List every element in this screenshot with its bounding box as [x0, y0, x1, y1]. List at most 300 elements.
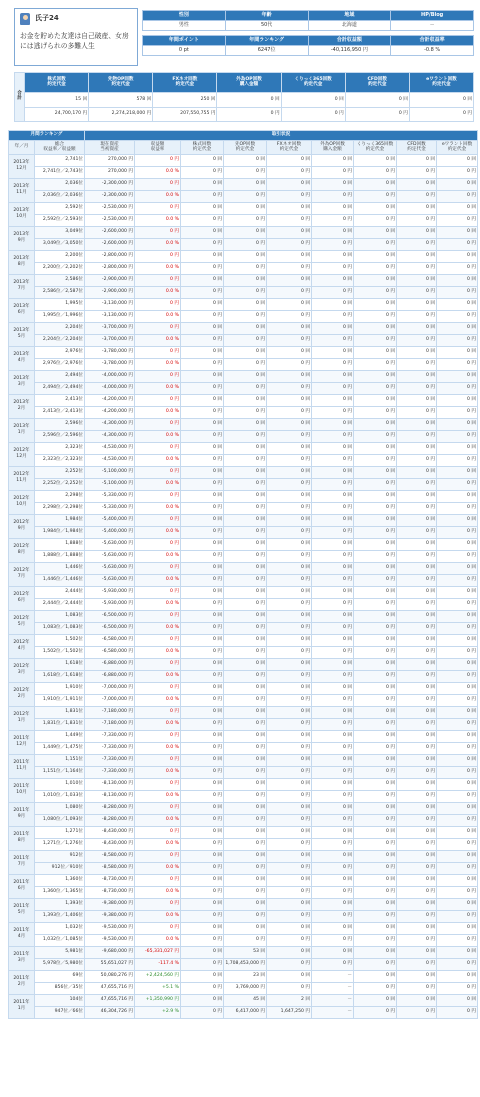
- row-fx-amount: 0 円: [267, 815, 312, 827]
- row-stock-amount: 0 円: [181, 623, 224, 635]
- row-fx-amount: 0 円: [267, 839, 312, 851]
- row-fut-count: 0 回: [224, 179, 267, 191]
- row-rank-main[interactable]: 2,592位: [35, 203, 85, 215]
- row-stock-count: 0 回: [181, 947, 224, 959]
- info-header-row-2: [143, 36, 474, 46]
- row-click-amount: 0 円: [354, 911, 397, 923]
- row-ew-count: 0 回: [437, 275, 478, 287]
- col-futures: 先OP回数 約定代金: [224, 141, 267, 155]
- row-rate: 0.0 %: [135, 383, 181, 395]
- summary-amount-cfd: 0 円: [345, 107, 409, 121]
- row-cfd-count: 0 回: [397, 803, 437, 815]
- row-rank-main[interactable]: 1,360位: [35, 875, 85, 887]
- row-profit: -65,331,027 円: [135, 947, 181, 959]
- row-rank-main[interactable]: 1,271位: [35, 827, 85, 839]
- row-rank-main[interactable]: 1,151位: [35, 755, 85, 767]
- row-fx-count: 0 回: [267, 827, 312, 839]
- row-click-amount: 0 円: [354, 215, 397, 227]
- row-period: [9, 635, 35, 659]
- row-period: [9, 419, 35, 443]
- row-current-assets: -8,580,000 円: [85, 851, 135, 863]
- row-rank-main[interactable]: 1,032位: [35, 923, 85, 935]
- row-rank-main[interactable]: 2,586位: [35, 275, 85, 287]
- row-cfd-amount: 0 円: [397, 503, 437, 515]
- row-initial-assets: 55,651,027 円: [85, 959, 135, 971]
- row-initial-assets: -7,330,000 円: [85, 743, 135, 755]
- row-click-count: 0 回: [354, 851, 397, 863]
- row-month: 3月: [17, 670, 26, 675]
- row-ew-amount: 0 円: [437, 959, 478, 971]
- row-rank-main[interactable]: 2,444位: [35, 587, 85, 599]
- row-rank-main[interactable]: 1,831位: [35, 707, 85, 719]
- row-fxop-amount: 0 円: [312, 911, 354, 923]
- table-row: [9, 539, 478, 551]
- row-cfd-amount: 0 円: [397, 359, 437, 371]
- row-rate: 0.0 %: [135, 527, 181, 539]
- row-current-assets: -3,780,000 円: [85, 347, 135, 359]
- row-click-count: 0 回: [354, 539, 397, 551]
- col-assets: 現在資産 当初資産: [85, 141, 135, 155]
- table-row-sub: [9, 815, 478, 827]
- row-month: 12月: [16, 166, 27, 171]
- row-ew-count: 0 回: [437, 491, 478, 503]
- row-click-amount: 0 円: [354, 959, 397, 971]
- row-cfd-amount: 0 円: [397, 191, 437, 203]
- row-initial-assets: 47,655,716 円: [85, 983, 135, 995]
- row-initial-assets: -7,180,000 円: [85, 719, 135, 731]
- row-fx-amount: 0 円: [267, 671, 312, 683]
- row-fx-count: 0 回: [267, 899, 312, 911]
- table-row-sub: [9, 479, 478, 491]
- row-fxop-amount: 0 円: [312, 959, 354, 971]
- row-current-assets: -7,330,000 円: [85, 731, 135, 743]
- row-profit: 0 円: [135, 275, 181, 287]
- row-rank-main[interactable]: 1,449位: [35, 731, 85, 743]
- row-cfd-count: 0 回: [397, 779, 437, 791]
- row-month: 7月: [17, 862, 26, 867]
- row-fx-count: 0 回: [267, 539, 312, 551]
- row-month: 12月: [16, 454, 27, 459]
- row-current-assets: -5,400,000 円: [85, 515, 135, 527]
- table-row: [9, 323, 478, 335]
- row-current-assets: -9,380,000 円: [85, 899, 135, 911]
- row-ew-amount: 0 円: [437, 575, 478, 587]
- row-rate: 0.0 %: [135, 815, 181, 827]
- row-click-count: 0 回: [354, 779, 397, 791]
- row-stock-count: 0 回: [181, 683, 224, 695]
- row-fut-count: 0 回: [224, 659, 267, 671]
- row-rate: 0.0 %: [135, 767, 181, 779]
- row-click-count: 0 回: [354, 803, 397, 815]
- row-current-assets: -5,930,000 円: [85, 587, 135, 599]
- row-cfd-count: 0 回: [397, 323, 437, 335]
- summary-amount-row: [15, 107, 474, 121]
- row-fut-count: 0 回: [224, 443, 267, 455]
- row-fxop-amount: 0 円: [312, 407, 354, 419]
- row-rank-main[interactable]: 1,393位: [35, 899, 85, 911]
- row-rank-main[interactable]: 2,036位: [35, 179, 85, 191]
- row-rank-main[interactable]: 1,080位: [35, 803, 85, 815]
- table-row: [9, 203, 478, 215]
- row-rank-sub: 2,036位／2,036位: [35, 191, 85, 203]
- row-rate: 0.0 %: [135, 695, 181, 707]
- row-rank-sub: 1,151位／1,164位: [35, 767, 85, 779]
- summary-count-cfd: 0 回: [345, 93, 409, 107]
- row-stock-amount: 0 円: [181, 455, 224, 467]
- table-row-sub: [9, 983, 478, 995]
- row-rank-main[interactable]: 1,910位: [35, 683, 85, 695]
- row-fx-amount: 0 円: [267, 887, 312, 899]
- row-rank-main[interactable]: 1,083位: [35, 611, 85, 623]
- row-ew-count: 0 回: [437, 803, 478, 815]
- row-rank-main[interactable]: 2,200位: [35, 251, 85, 263]
- row-fxop-count: 0 回: [312, 419, 354, 431]
- row-rank-main[interactable]: 1,618位: [35, 659, 85, 671]
- value-age: 50代: [225, 21, 308, 31]
- summary-count-stock: 15 回: [25, 93, 89, 107]
- row-rank-main[interactable]: 2,252位: [35, 467, 85, 479]
- row-fx-amount: 0 円: [267, 383, 312, 395]
- row-stock-amount: 0 円: [181, 911, 224, 923]
- row-fx-count: 0 回: [267, 491, 312, 503]
- row-cfd-amount: 0 円: [397, 1007, 437, 1019]
- row-fx-count: 0 回: [267, 875, 312, 887]
- row-click-count: 0 回: [354, 467, 397, 479]
- row-fx-count: 0 回: [267, 635, 312, 647]
- row-fxop-count: 0 回: [312, 779, 354, 791]
- table-row: [9, 251, 478, 263]
- row-fx-count: 0 回: [267, 155, 312, 167]
- row-initial-assets: -2,900,000 円: [85, 287, 135, 299]
- row-rate: 0.0 %: [135, 911, 181, 923]
- row-profit: 0 円: [135, 395, 181, 407]
- row-rank-main[interactable]: 2,323位: [35, 443, 85, 455]
- row-current-assets: -9,680,000 円: [85, 947, 135, 959]
- row-fxop-count: 0 回: [312, 947, 354, 959]
- row-ew-amount: 0 円: [437, 263, 478, 275]
- row-rank-sub: 2,413位／2,413位: [35, 407, 85, 419]
- row-stock-amount: 0 円: [181, 359, 224, 371]
- row-rank-sub: 2,586位／2,587位: [35, 287, 85, 299]
- row-rate: 0.0 %: [135, 215, 181, 227]
- table-row-sub: [9, 239, 478, 251]
- row-cfd-count: 0 回: [397, 851, 437, 863]
- row-fxop-count: 0 回: [312, 203, 354, 215]
- row-rank-main[interactable]: 1,010位: [35, 779, 85, 791]
- row-period: [9, 491, 35, 515]
- user-bio: お金を貯めた友達は自己破産、女房には逃げられの多難人生: [20, 32, 129, 50]
- row-fut-count: 0 回: [224, 611, 267, 623]
- row-fx-amount: 0 円: [267, 743, 312, 755]
- row-rank-main[interactable]: 2,494位: [35, 371, 85, 383]
- row-rank-main[interactable]: 2,596位: [35, 419, 85, 431]
- row-month: 4月: [17, 934, 26, 939]
- row-fut-amount: 0 円: [224, 311, 267, 323]
- row-period: [9, 539, 35, 563]
- row-fxop-count: －: [312, 995, 354, 1007]
- row-fxop-amount: 0 円: [312, 647, 354, 659]
- row-rank-main[interactable]: 104位: [35, 995, 85, 1007]
- col-profit: 収益額 収益率: [135, 141, 181, 155]
- row-ew-amount: 0 円: [437, 791, 478, 803]
- row-stock-amount: 0 円: [181, 767, 224, 779]
- summary-header-row: [15, 73, 474, 93]
- row-fut-count: 53 回: [224, 947, 267, 959]
- row-fx-amount: 0 円: [267, 551, 312, 563]
- table-column-header: [9, 141, 478, 155]
- table-row: [9, 779, 478, 791]
- row-fx-count: 0 回: [267, 419, 312, 431]
- row-fxop-amount: 0 円: [312, 887, 354, 899]
- row-period: [9, 443, 35, 467]
- row-click-amount: 0 円: [354, 359, 397, 371]
- col-fx: FXネオ回数 約定代金: [267, 141, 312, 155]
- row-fut-count: 0 回: [224, 875, 267, 887]
- row-rank-sub: 1,910位／1,911位: [35, 695, 85, 707]
- row-initial-assets: -5,100,000 円: [85, 479, 135, 491]
- row-rate: 0.0 %: [135, 287, 181, 299]
- row-stock-amount: 0 円: [181, 983, 224, 995]
- row-rank-main[interactable]: 1,984位: [35, 515, 85, 527]
- summary-amount-stock: 24,700,170 円: [25, 107, 89, 121]
- row-ew-count: 0 回: [437, 851, 478, 863]
- row-initial-assets: -7,000,000 円: [85, 695, 135, 707]
- header-age: 年齢: [225, 11, 308, 21]
- row-year: 2013年: [13, 232, 30, 238]
- row-click-count: 0 回: [354, 443, 397, 455]
- row-initial-assets: -6,580,000 円: [85, 647, 135, 659]
- row-stock-count: 0 回: [181, 443, 224, 455]
- table-row: [9, 515, 478, 527]
- row-period: [9, 203, 35, 227]
- user-name[interactable]: 氏子24: [35, 14, 59, 22]
- row-fx-amount: 0 円: [267, 863, 312, 875]
- row-stock-count: 0 回: [181, 227, 224, 239]
- table-row: [9, 299, 478, 311]
- row-fx-count: 0 回: [267, 755, 312, 767]
- row-stock-amount: 0 円: [181, 575, 224, 587]
- row-stock-count: 0 回: [181, 779, 224, 791]
- row-fut-amount: 0 円: [224, 287, 267, 299]
- row-stock-amount: 0 円: [181, 407, 224, 419]
- row-ew-amount: 0 円: [437, 167, 478, 179]
- row-stock-count: 0 回: [181, 179, 224, 191]
- row-period: [9, 731, 35, 755]
- row-rank-main[interactable]: 5,981位: [35, 947, 85, 959]
- row-rank-main[interactable]: 2,204位: [35, 323, 85, 335]
- row-profit: 0 円: [135, 851, 181, 863]
- row-stock-count: 0 回: [181, 875, 224, 887]
- row-rate: 0.0 %: [135, 887, 181, 899]
- row-rank-main[interactable]: 2,976位: [35, 347, 85, 359]
- row-click-amount: 0 円: [354, 695, 397, 707]
- row-year: 2011年: [13, 880, 30, 886]
- row-fxop-amount: 0 円: [312, 263, 354, 275]
- row-fx-count: 0 回: [267, 395, 312, 407]
- row-fut-amount: 0 円: [224, 551, 267, 563]
- row-ew-count: 0 回: [437, 515, 478, 527]
- row-fx-amount: 0 円: [267, 911, 312, 923]
- row-click-amount: 0 円: [354, 671, 397, 683]
- row-year: 2012年: [13, 544, 30, 550]
- row-stock-amount: 0 円: [181, 311, 224, 323]
- row-rate: 0.0 %: [135, 935, 181, 947]
- row-click-amount: 0 円: [354, 527, 397, 539]
- table-row-sub: [9, 287, 478, 299]
- row-stock-count: 0 回: [181, 563, 224, 575]
- row-click-count: 0 回: [354, 827, 397, 839]
- row-rank-main[interactable]: 2,741位: [35, 155, 85, 167]
- row-fx-count: 2 回: [267, 995, 312, 1007]
- row-fx-amount: 0 円: [267, 767, 312, 779]
- row-period: [9, 395, 35, 419]
- row-fx-count: 0 回: [267, 443, 312, 455]
- row-cfd-amount: 0 円: [397, 743, 437, 755]
- row-click-count: 0 回: [354, 971, 397, 983]
- row-ew-count: 0 回: [437, 611, 478, 623]
- table-group-header: [9, 131, 478, 141]
- table-row-sub: [9, 599, 478, 611]
- row-ew-amount: 0 円: [437, 743, 478, 755]
- row-period: [9, 467, 35, 491]
- row-rank-main[interactable]: 1,502位: [35, 635, 85, 647]
- summary-amount-fxop: 0 円: [217, 107, 281, 121]
- table-row: [9, 971, 478, 983]
- header-gender: 性別: [143, 11, 226, 21]
- row-fxop-count: 0 回: [312, 371, 354, 383]
- row-fx-count: 0 回: [267, 659, 312, 671]
- row-initial-assets: -2,800,000 円: [85, 263, 135, 275]
- row-rank-sub: 912位／910位: [35, 863, 85, 875]
- row-cfd-count: 0 回: [397, 563, 437, 575]
- row-fx-count: 0 回: [267, 467, 312, 479]
- row-fut-count: 0 回: [224, 419, 267, 431]
- row-rate: 0.0 %: [135, 311, 181, 323]
- row-year: 2013年: [13, 400, 30, 406]
- row-fxop-count: 0 回: [312, 539, 354, 551]
- row-click-count: 0 回: [354, 899, 397, 911]
- row-current-assets: -2,600,000 円: [85, 227, 135, 239]
- row-cfd-amount: 0 円: [397, 647, 437, 659]
- row-fxop-amount: 0 円: [312, 791, 354, 803]
- row-fut-amount: 0 円: [224, 815, 267, 827]
- row-ew-amount: 0 円: [437, 887, 478, 899]
- row-fxop-amount: 0 円: [312, 479, 354, 491]
- row-ew-amount: 0 円: [437, 479, 478, 491]
- row-click-count: 0 回: [354, 395, 397, 407]
- row-ew-amount: 0 円: [437, 719, 478, 731]
- row-current-assets: -5,630,000 円: [85, 563, 135, 575]
- row-initial-assets: -8,430,000 円: [85, 839, 135, 851]
- row-stock-amount: 0 円: [181, 431, 224, 443]
- table-row-sub: [9, 215, 478, 227]
- row-cfd-count: 0 回: [397, 971, 437, 983]
- row-ew-count: 0 回: [437, 587, 478, 599]
- row-ew-amount: 0 円: [437, 287, 478, 299]
- row-cfd-amount: 0 円: [397, 551, 437, 563]
- row-cfd-amount: 0 円: [397, 863, 437, 875]
- row-click-count: 0 回: [354, 515, 397, 527]
- row-rate: +5.1 %: [135, 983, 181, 995]
- row-fut-count: 0 回: [224, 731, 267, 743]
- row-rank-main[interactable]: 69位: [35, 971, 85, 983]
- row-stock-count: 0 回: [181, 347, 224, 359]
- row-ew-amount: 0 円: [437, 455, 478, 467]
- summary-amount-futures: 2,274,218,000 円: [89, 107, 153, 121]
- row-rate: 0.0 %: [135, 743, 181, 755]
- row-fut-amount: 0 円: [224, 527, 267, 539]
- value-gender: 男性: [143, 21, 226, 31]
- row-cfd-amount: 0 円: [397, 287, 437, 299]
- row-fut-amount: 0 円: [224, 935, 267, 947]
- row-period: [9, 299, 35, 323]
- row-rate: 0.0 %: [135, 623, 181, 635]
- row-year: 2011年: [13, 832, 30, 838]
- row-period: [9, 707, 35, 731]
- summary-amount-click365: 0 円: [281, 107, 345, 121]
- row-ew-count: 0 回: [437, 755, 478, 767]
- row-stock-amount: 0 円: [181, 815, 224, 827]
- row-rank-main[interactable]: 3,049位: [35, 227, 85, 239]
- row-current-assets: 47,655,716 円: [85, 995, 135, 1007]
- row-current-assets: -4,300,000 円: [85, 419, 135, 431]
- row-click-count: 0 回: [354, 707, 397, 719]
- row-click-count: 0 回: [354, 371, 397, 383]
- row-fut-amount: 0 円: [224, 479, 267, 491]
- row-rank-main[interactable]: 1,446位: [35, 563, 85, 575]
- row-stock-count: 0 回: [181, 659, 224, 671]
- row-fxop-amount: 0 円: [312, 311, 354, 323]
- row-rank-main[interactable]: 1,995位: [35, 299, 85, 311]
- row-rank-main[interactable]: 1,888位: [35, 539, 85, 551]
- row-fut-count: 0 回: [224, 203, 267, 215]
- row-fut-amount: 0 円: [224, 863, 267, 875]
- row-cfd-amount: 0 円: [397, 719, 437, 731]
- row-year: 2011年: [13, 856, 30, 862]
- row-fxop-amount: 0 円: [312, 575, 354, 587]
- row-initial-assets: -2,300,000 円: [85, 191, 135, 203]
- row-stock-amount: 0 円: [181, 695, 224, 707]
- row-period: [9, 779, 35, 803]
- row-period: [9, 275, 35, 299]
- row-stock-count: 0 回: [181, 611, 224, 623]
- row-fxop-count: 0 回: [312, 611, 354, 623]
- row-rank-main[interactable]: 2,298位: [35, 491, 85, 503]
- row-current-assets: -9,530,000 円: [85, 923, 135, 935]
- row-click-amount: 0 円: [354, 647, 397, 659]
- row-month: 5月: [17, 334, 26, 339]
- row-ew-amount: 0 円: [437, 215, 478, 227]
- row-rank-sub: 2,976位／2,976位: [35, 359, 85, 371]
- row-fx-amount: 0 円: [267, 479, 312, 491]
- row-period: [9, 179, 35, 203]
- row-click-amount: 0 円: [354, 551, 397, 563]
- row-click-count: 0 回: [354, 203, 397, 215]
- summary-amount-fx: 207,550,755 円: [153, 107, 217, 121]
- row-click-count: 0 回: [354, 659, 397, 671]
- row-fut-amount: 0 円: [224, 503, 267, 515]
- row-ew-count: 0 回: [437, 707, 478, 719]
- row-click-amount: 0 円: [354, 935, 397, 947]
- col-ewarrant: eワラント回数 約定代金: [437, 141, 478, 155]
- row-stock-count: 0 回: [181, 395, 224, 407]
- row-current-assets: 270,000 円: [85, 155, 135, 167]
- row-click-amount: 0 円: [354, 503, 397, 515]
- row-rank-main[interactable]: 912位: [35, 851, 85, 863]
- row-fxop-amount: 0 円: [312, 239, 354, 251]
- row-current-assets: -8,130,000 円: [85, 779, 135, 791]
- row-rank-main[interactable]: 2,413位: [35, 395, 85, 407]
